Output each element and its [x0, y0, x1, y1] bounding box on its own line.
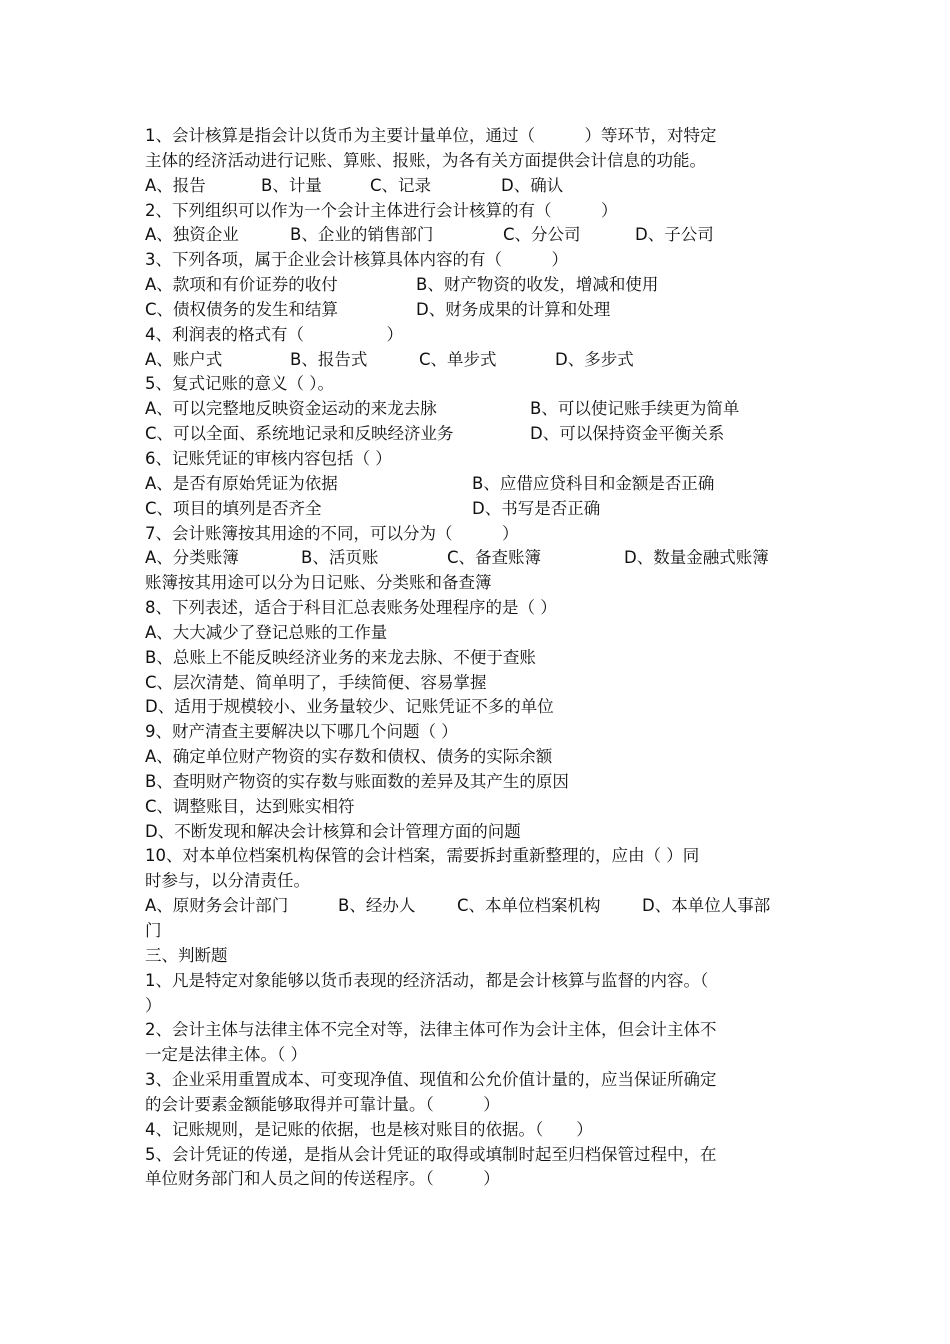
text-line — [145, 596, 810, 621]
text-line — [145, 248, 810, 273]
text-segment: 门 — [145, 921, 162, 940]
option-a: A、账户式 — [145, 349, 223, 369]
option-line — [145, 397, 810, 422]
text-line — [145, 745, 810, 770]
option-b: B、可以使记账手续更为简单 — [530, 399, 740, 419]
option-d: D、可以保持资金平衡关系 — [530, 424, 725, 444]
text-line — [145, 844, 810, 869]
option-line — [145, 223, 810, 248]
option-line — [145, 273, 810, 298]
text-segment: 2、下列组织可以作为一个会计主体进行会计核算的有（ ） — [145, 200, 618, 220]
option-a: A、是否有原始凭证为依据 — [145, 473, 338, 493]
text-segment: 3、下列各项，属于企业会计核算具体内容的有（ ） — [145, 250, 568, 270]
option-line — [145, 348, 810, 373]
text-line — [145, 1043, 810, 1068]
text-line — [145, 323, 810, 348]
text-segment: 4、利润表的格式有（ ） — [145, 324, 403, 344]
text-line — [145, 820, 810, 845]
option-d: D、财务成果的计算和处理 — [416, 299, 611, 319]
section-heading — [145, 944, 810, 969]
text-line — [145, 1118, 810, 1143]
text-line — [145, 1018, 810, 1043]
text-segment: B、查明财产物资的实存数与账面数的差异及其产生的原因 — [145, 771, 569, 791]
text-segment: 5、会计凭证的传递，是指从会计凭证的取得或填制时起至归档保管过程中，在 — [145, 1144, 717, 1164]
option-line — [145, 298, 810, 323]
text-line — [145, 372, 810, 397]
text-line — [145, 671, 810, 696]
option-line — [145, 546, 810, 571]
text-segment: 主体的经济活动进行记账、算账、报账，为各有关方面提供会计信息的功能。 — [145, 150, 706, 170]
option-line — [145, 174, 810, 199]
option-c: C、本单位档案机构 — [457, 896, 601, 916]
text-segment: 的会计要素金额能够取得并可靠计量。（ ） — [145, 1094, 500, 1114]
text-segment: 1、会计核算是指会计以货币为主要计量单位，通过（ ）等环节，对特定 — [145, 126, 717, 145]
option-c: C、备查账簿 — [447, 548, 542, 568]
text-segment: 9、财产清查主要解决以下哪几个问题（ ） — [145, 722, 458, 742]
text-segment: 7、会计账簿按其用途的不同，可以分为（ ） — [145, 523, 519, 543]
text-segment: B、总账上不能反映经济业务的来龙去脉、不便于查账 — [145, 647, 536, 667]
text-segment: 8、下列表述，适合于科目汇总表账务处理程序的是（ ） — [145, 598, 557, 618]
section-heading-text: 三、判断题 — [145, 945, 228, 965]
text-line — [145, 1167, 810, 1192]
option-a: A、款项和有价证券的收付 — [145, 275, 338, 295]
text-line — [145, 1093, 810, 1118]
option-line — [145, 422, 810, 447]
option-c: C、单步式 — [419, 349, 497, 369]
document-page — [145, 124, 810, 1192]
text-line — [145, 199, 810, 224]
text-line — [145, 720, 810, 745]
text-line — [145, 770, 810, 795]
text-line — [145, 1068, 810, 1093]
text-line — [145, 869, 810, 894]
text-line — [145, 994, 810, 1019]
option-d: D、确认 — [501, 175, 564, 195]
option-d: D、书写是否正确 — [472, 498, 601, 518]
option-line — [145, 894, 810, 919]
text-segment: 单位财务部门和人员之间的传送程序。（ ） — [145, 1169, 500, 1189]
text-line — [145, 522, 810, 547]
option-a: A、独资企业 — [145, 225, 239, 245]
text-segment: A、大大减少了登记总账的工作量 — [145, 622, 388, 642]
option-c: C、可以全面、系统地记录和反映经济业务 — [145, 424, 454, 444]
text-line — [145, 149, 810, 174]
text-line — [145, 447, 810, 472]
text-segment: 3、企业采用重置成本、可变现净值、现值和公允价值计量的，应当保证所确定 — [145, 1070, 717, 1090]
option-a: A、可以完整地反映资金运动的来龙去脉 — [145, 399, 437, 419]
text-segment: 时参与，以分清责任。 — [145, 871, 310, 891]
text-segment: 1、凡是特定对象能够以货币表现的经济活动，都是会计核算与监督的内容。（ — [145, 970, 709, 990]
text-segment: C、层次清楚、简单明了，手续简便、容易掌握 — [145, 672, 487, 692]
text-line — [145, 646, 810, 671]
option-b: B、活页账 — [301, 548, 379, 568]
option-line — [145, 497, 810, 522]
option-c: C、分公司 — [503, 225, 581, 245]
option-b: B、经办人 — [338, 896, 416, 916]
text-line — [145, 695, 810, 720]
option-a: A、原财务会计部门 — [145, 896, 289, 916]
text-segment: 2、会计主体与法律主体不完全对等，法律主体可作为会计主体，但会计主体不 — [145, 1020, 717, 1040]
text-segment: 一定是法律主体。（ ） — [145, 1045, 307, 1065]
text-segment: 5、复式记账的意义（ ）。 — [145, 374, 334, 394]
text-line — [145, 124, 810, 149]
option-a: A、报告 — [145, 175, 206, 195]
option-c: C、项目的填列是否齐全 — [145, 498, 322, 518]
option-d: D、数量金融式账簿 — [624, 548, 769, 568]
text-segment: 4、记账规则，是记账的依据，也是核对账目的依据。（ ） — [145, 1119, 593, 1139]
option-b: B、财产物资的收发，增减和使用 — [416, 275, 659, 295]
text-segment: C、调整账目，达到账实相符 — [145, 796, 355, 816]
option-b: B、报告式 — [290, 349, 368, 369]
text-line — [145, 919, 810, 944]
text-segment: 账簿按其用途可以分为日记账、分类账和备查簿 — [145, 573, 492, 593]
text-segment: D、适用于规模较小、业务量较少、记账凭证不多的单位 — [145, 697, 554, 717]
text-line — [145, 969, 810, 994]
option-b: B、计量 — [261, 175, 322, 195]
text-line — [145, 571, 810, 596]
option-b: B、应借应贷科目和金额是否正确 — [472, 473, 715, 493]
text-line — [145, 1143, 810, 1168]
text-segment: D、不断发现和解决会计核算和会计管理方面的问题 — [145, 821, 521, 841]
text-segment: 6、记账凭证的审核内容包括（ ） — [145, 448, 392, 468]
text-line — [145, 621, 810, 646]
option-c: C、记录 — [370, 175, 432, 195]
option-b: B、企业的销售部门 — [290, 225, 434, 245]
option-line — [145, 472, 810, 497]
option-d: D、子公司 — [635, 225, 714, 245]
option-d: D、多步式 — [555, 349, 634, 369]
text-line — [145, 795, 810, 820]
option-d: D、本单位人事部 — [642, 896, 771, 916]
text-segment: A、确定单位财产物资的实存数和债权、债务的实际余额 — [145, 747, 553, 767]
option-c: C、债权债务的发生和结算 — [145, 299, 339, 319]
text-segment: 10、对本单位档案机构保管的会计档案，需要拆封重新整理的，应由（ ）同 — [145, 846, 700, 866]
option-a: A、分类账簿 — [145, 548, 239, 568]
text-segment: ） — [145, 995, 162, 1015]
